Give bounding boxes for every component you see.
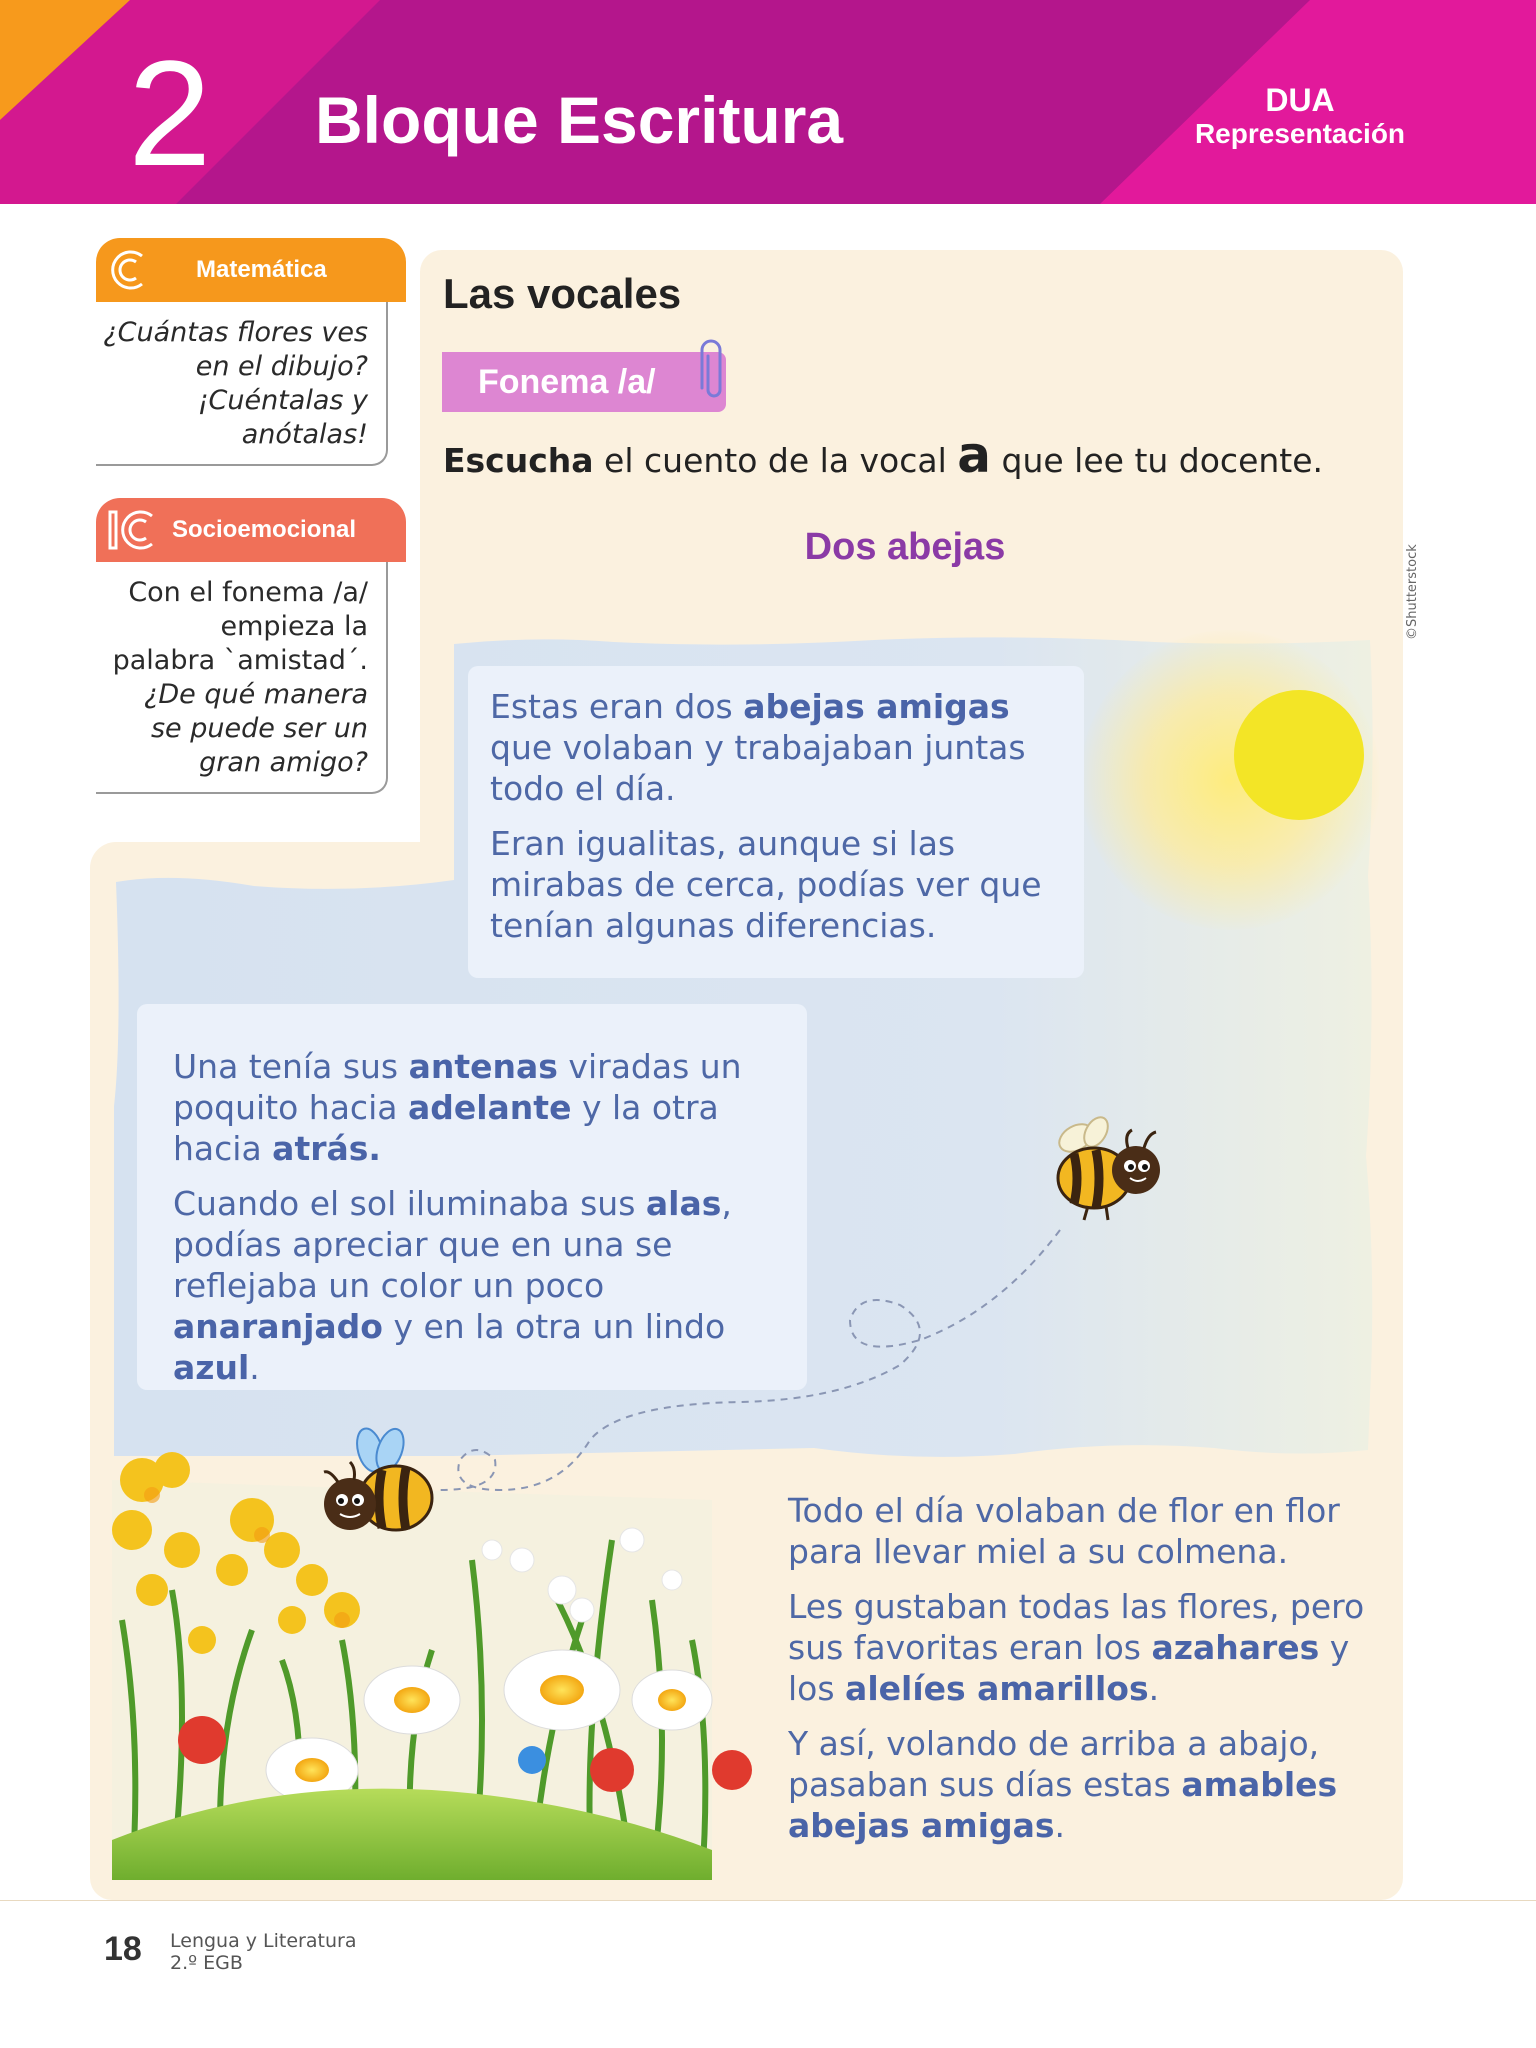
math-line-4: anótalas! [241, 419, 368, 450]
subject-name: Lengua y Literatura [170, 1930, 357, 1952]
keyword: azul [173, 1348, 250, 1387]
footer-divider [0, 1900, 1536, 1901]
keyword: alas [645, 1184, 722, 1223]
instruction-end: que lee tu docente. [991, 441, 1324, 480]
story-paragraph-7 [788, 1723, 1368, 1846]
text-run: . [1148, 1669, 1160, 1708]
unit-header [0, 0, 1536, 204]
text-run: Les gustaban todas las flores, pero sus favoritas eran los [788, 1587, 1365, 1667]
social-line-2: empieza la [220, 611, 368, 642]
page-number: 18 [104, 1930, 142, 1968]
math-line-3: ¡Cuéntalas y [197, 385, 368, 416]
text-run: y los [788, 1628, 1350, 1708]
text-run: que volaban y trabajaban juntas todo el día. [490, 728, 1026, 808]
keyword: abejas amigas [743, 687, 1010, 726]
math-tab [96, 238, 406, 302]
text-run: . [249, 1348, 260, 1387]
text-run: Una tenía sus [173, 1047, 409, 1086]
social-line-5: se puede ser un [150, 713, 368, 744]
dua-sublabel: Representación [1194, 118, 1406, 149]
story-box-1 [468, 666, 1084, 978]
story-paragraph-1 [490, 686, 1064, 809]
keyword: anaranjado [173, 1307, 383, 1346]
lesson-title: Las vocales [443, 270, 682, 317]
instruction-line [443, 426, 1323, 484]
socioemotional-tab-label: Socioemocional [172, 516, 357, 543]
text-run: , podías apreciar que en una se reflejaba un color un poco [173, 1184, 732, 1305]
story-title: Dos abejas [804, 526, 1006, 568]
social-line-6: gran amigo? [199, 747, 368, 778]
instruction-verb: Escucha [443, 441, 594, 480]
grade-label: 2.º EGB [170, 1952, 243, 1974]
bee-icon [310, 1426, 440, 1556]
c-logo-icon [102, 246, 162, 294]
social-line-4: ¿De qué manera [144, 679, 368, 710]
dua-label: DUA [1265, 82, 1335, 118]
instruction-text: el cuento de la vocal [593, 441, 958, 480]
vowel-letter: a [957, 426, 992, 484]
footer-subject [170, 1930, 356, 1974]
dua-badge [1170, 82, 1430, 150]
math-line-2: en el dibujo? [195, 351, 368, 382]
story-box-2 [137, 1004, 807, 1390]
unit-title: Bloque Escritura [315, 83, 844, 157]
keyword: azahares [1151, 1628, 1320, 1667]
social-line-1: Con el fonema /a/ [128, 577, 368, 608]
story-paragraph-2: Eran igualitas, aunque si las mirabas de cerca, podías ver que tenían algunas diferencias. [490, 824, 1042, 945]
story-paragraph-5: Todo el día volaban de flor en flor para llevar miel a su colmena. [788, 1491, 1340, 1571]
text-run: y la otra hacia [173, 1088, 719, 1168]
math-prompt [96, 302, 388, 466]
fonema-tag: Fonema /a/ [442, 352, 726, 412]
math-tab-label: Matemática [196, 256, 327, 283]
keyword: antenas [408, 1047, 558, 1086]
text-run: Cuando el sol iluminaba sus [173, 1184, 646, 1223]
socioemotional-tab [96, 498, 406, 562]
image-credit: ©Shutterstock [1405, 544, 1420, 640]
keyword: atrás. [272, 1129, 381, 1168]
bee-icon [1044, 1110, 1174, 1230]
unit-number: 2 [128, 29, 212, 197]
text-run: Estas eran dos [490, 687, 744, 726]
math-line-1: ¿Cuántas flores ves [103, 317, 368, 348]
sun-icon [1234, 690, 1364, 820]
text-run: y en la otra un lindo [382, 1307, 726, 1346]
text-run: . [1054, 1806, 1065, 1845]
paperclip-icon [694, 336, 728, 402]
story-box-3 [788, 1490, 1368, 1860]
social-line-3: palabra `amistad´. [112, 645, 368, 676]
math-connection-card [96, 238, 406, 466]
text-run: viradas un poquito hacia [173, 1047, 742, 1127]
keyword: amables abejas amigas [788, 1765, 1338, 1845]
story-paragraph-4 [173, 1183, 787, 1388]
keyword: alelíes amarillos [845, 1669, 1149, 1708]
keyword: adelante [407, 1088, 572, 1127]
text-run: Y así, volando de arriba a abajo, pasaban sus días estas [788, 1724, 1320, 1804]
ic-logo-icon [102, 506, 162, 554]
story-paragraph-3 [173, 1046, 787, 1169]
story-paragraph-6 [788, 1586, 1368, 1709]
